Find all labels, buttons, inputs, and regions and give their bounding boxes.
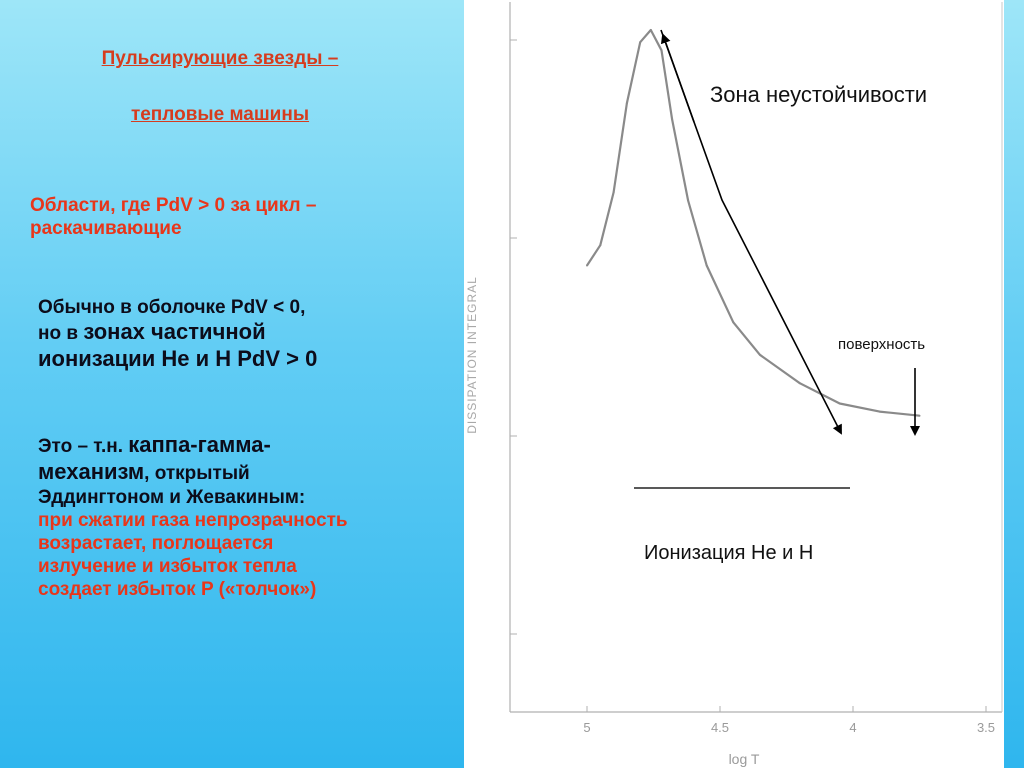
driving-regions-line-2: раскачивающие [30, 218, 182, 240]
shell-line-3 [38, 346, 468, 373]
x-tick-label-3.5: 3.5 [976, 720, 996, 735]
driving-regions-line-1: Области, где PdV > 0 за цикл – [30, 195, 317, 216]
text-panel [0, 0, 462, 768]
shell-line-2-a: но в [38, 323, 84, 345]
shell-line-2 [38, 319, 468, 346]
instability-zone-arrow-head-top [663, 35, 694, 122]
curve-point-12 [799, 382, 801, 384]
kappa-gamma-paragraph [38, 432, 468, 602]
kappa-red-line-3: излучение и избыток тепла [38, 556, 297, 578]
kappa-line-2-a: механизм [38, 458, 145, 484]
curve-point-15 [919, 415, 921, 417]
curve-point-10 [732, 321, 734, 323]
kappa-line-2-b: , открытый [144, 462, 250, 484]
curve-point-6 [661, 49, 663, 51]
curve-point-7 [671, 118, 673, 120]
shell-line-3-a: ионизации [38, 346, 162, 371]
x-axis-label: log T [728, 751, 760, 767]
curve-point-5 [650, 29, 652, 31]
surface-label: поверхность [838, 336, 926, 353]
curve-point-11 [759, 354, 761, 356]
curve-point-13 [839, 403, 841, 405]
dissipation-integral-chart [464, 0, 1004, 768]
kappa-red-line-4: создает избыток P («толчок») [38, 579, 317, 601]
dissipation-integral-figure [464, 0, 1004, 768]
kappa-line-3: Эддингтоном и Жевакиным: [38, 486, 306, 508]
shell-line-1: Обычно в оболочке PdV < 0, [38, 297, 306, 318]
kappa-line-1 [38, 432, 468, 459]
slide-title-line-2: тепловые машины [130, 104, 310, 125]
shell-line-3-b: He и H PdV > 0 [161, 346, 318, 371]
curve-point-0 [586, 265, 588, 267]
x-tick-label-5: 5 [583, 720, 591, 735]
curve-point-1 [599, 244, 601, 246]
instability-zone-label: Зона неустойчивости [710, 82, 928, 107]
kappa-line-1-a: Это – т.н. [38, 436, 129, 457]
slide-title-line-1: Пульсирующие звезды – [101, 48, 339, 69]
shell-line-2-b: зонах частичной [83, 319, 266, 345]
curve-point-3 [626, 102, 628, 104]
driving-regions-paragraph [30, 194, 460, 240]
partial-ionization-paragraph [38, 296, 468, 373]
curve-point-2 [613, 191, 615, 193]
curve-point-9 [706, 265, 708, 267]
ionization-label: Ионизация He и H [644, 542, 814, 564]
curve-point-14 [879, 411, 881, 413]
curve-point-4 [639, 41, 641, 43]
x-tick-label-4: 4 [849, 720, 857, 735]
kappa-line-1-b: каппа-гамма- [128, 432, 271, 457]
curve-point-8 [687, 200, 689, 202]
kappa-red-line-1: при сжатии газа непрозрачность [38, 509, 348, 531]
x-tick-label-4.5: 4.5 [710, 720, 730, 735]
kappa-red-line-2: возрастает, поглощается [38, 533, 274, 554]
y-axis-label: DISSIPATION INTEGRAL [465, 276, 479, 434]
kappa-line-2 [38, 459, 468, 486]
